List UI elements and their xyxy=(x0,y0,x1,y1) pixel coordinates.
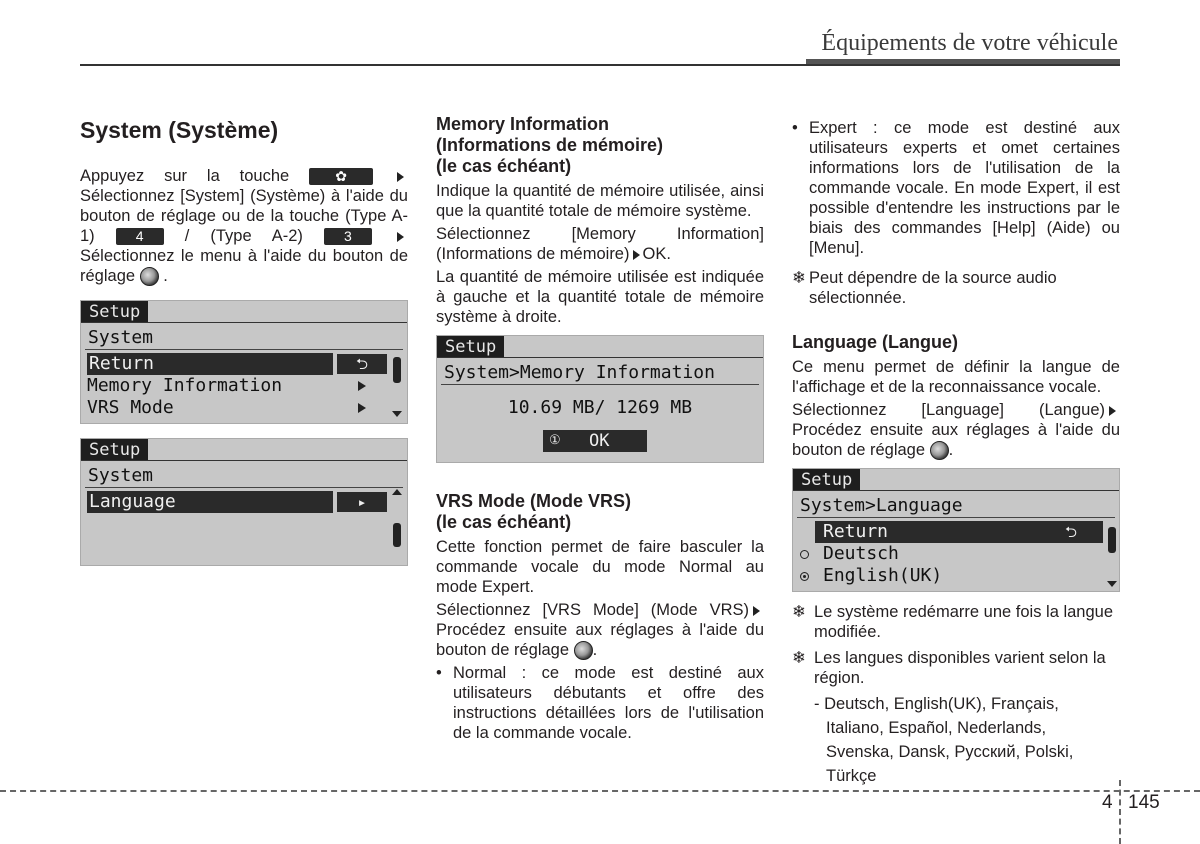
screen-tab-line xyxy=(437,357,763,358)
list-item xyxy=(436,663,764,743)
tune-knob-icon xyxy=(930,441,949,460)
screen-system-menu-1 xyxy=(80,300,408,424)
arrow-right-icon xyxy=(1109,406,1116,416)
screen-path-line xyxy=(441,384,759,385)
vrs-paragraph-2 xyxy=(436,600,764,660)
list-item xyxy=(792,118,1120,258)
intro-type-a2-text: / (Type A-2) xyxy=(184,227,303,245)
language-list-line-2: Italiano, Español, Nederlands, xyxy=(826,719,1047,738)
scrollbar[interactable] xyxy=(392,355,402,419)
scroll-down-icon xyxy=(392,411,402,417)
ok-label: OK xyxy=(589,431,610,451)
note-audio-source xyxy=(792,268,1120,308)
chevron-right-icon xyxy=(358,403,366,413)
screen-tab-line xyxy=(81,322,407,323)
scrollbar-thumb[interactable] xyxy=(393,357,401,383)
memory-info-select-text: Sélectionnez [Memory Information] (Informations de mémoire) xyxy=(436,225,764,263)
tune-knob-icon xyxy=(140,267,159,286)
ok-number-icon: ① xyxy=(549,433,561,448)
chevron-right-box-icon: ▸ xyxy=(337,492,387,512)
key-a1-button-icon: 4 xyxy=(116,228,164,245)
screen-system-menu-2 xyxy=(80,438,408,566)
vrs-paragraph-1: Cette fonction permet de faire basculer la commande vocale du mode Normal au mode Expert. xyxy=(436,538,764,596)
language-list xyxy=(792,692,1120,788)
intro-press-text: Appuyez sur la touche xyxy=(80,167,290,185)
vrs-title-line-1: VRS Mode (Mode VRS) xyxy=(436,491,632,511)
vrs-mode-list xyxy=(436,663,764,743)
column-2 xyxy=(436,114,764,753)
screen-tab-line xyxy=(793,490,1119,491)
setup-key-icon: ✿ xyxy=(309,168,373,185)
column-3 xyxy=(792,118,1120,788)
screen-path: System xyxy=(88,327,154,349)
screen-path-line xyxy=(85,349,403,350)
vrs-heading xyxy=(436,491,764,533)
language-list-line-4: Türkçe xyxy=(826,767,877,786)
memory-info-paragraph-2 xyxy=(436,224,764,264)
menu-item-return[interactable]: Return xyxy=(815,521,1103,543)
scroll-down-icon xyxy=(1107,581,1117,587)
note-1-text: Peut dépendre de la source audio sélectionnée. xyxy=(809,269,1057,307)
page-number: 145 xyxy=(1128,792,1160,813)
note-2-text: Le système redémarre une fois la langue modifiée. xyxy=(814,603,1113,642)
bullet-expert-text: Expert : ce mode est destiné aux utilisateurs experts et omet certaines informations lors de l'utilisation de la commande vocale. En mode Expert, il est possible d'entendre les instructions par le biais des commandes [Help] (Aide) ou [Menu]. xyxy=(809,119,1120,257)
key-a2-button-icon: 3 xyxy=(324,228,372,245)
memory-info-paragraph-3: La quantité de mémoire utilisée est indiquée à gauche et la quantité totale de mémoire système à droite. xyxy=(436,268,764,326)
asterisk-note-icon: ❄ xyxy=(792,603,806,622)
language-list-line-1: - Deutsch, English(UK), Français, xyxy=(814,695,1059,714)
vrs-mode-list-continued xyxy=(792,118,1120,258)
screen-path-line xyxy=(85,487,403,488)
column-1 xyxy=(80,114,408,566)
arrow-right-icon xyxy=(397,172,404,182)
scrollbar[interactable] xyxy=(1107,525,1117,585)
screen-path: System xyxy=(88,465,154,487)
language-period: . xyxy=(948,441,954,459)
vrs-adjust-text: Procédez ensuite aux réglages à l'aide du bouton de réglage xyxy=(436,621,764,659)
screen-path: System>Language xyxy=(800,495,963,517)
bullet-normal-text: Normal : ce mode est destiné aux utilisateurs débutants et offre des instructions détaillées lors de l'utilisation de la commande vocale. xyxy=(453,664,764,743)
note-restart xyxy=(792,602,1120,642)
language-list-line-3: Svenska, Dansk, Русский, Polski, xyxy=(826,743,1074,762)
intro-paragraph xyxy=(80,166,408,286)
menu-item-english-uk[interactable]: English(UK) xyxy=(823,565,943,587)
intro-period: . xyxy=(163,267,168,285)
menu-item-vrs-mode[interactable]: VRS Mode xyxy=(87,397,174,419)
memory-info-ok-text: OK. xyxy=(642,245,671,263)
language-select-text: Sélectionnez [Language] (Langue) xyxy=(792,401,1105,419)
header-rule xyxy=(80,64,1120,66)
running-header: Équipements de votre véhicule xyxy=(821,30,1118,56)
note-3-text: Les langues disponibles varient selon la région. xyxy=(814,649,1106,688)
return-icon: ⮌ xyxy=(337,354,387,374)
screen-language xyxy=(792,468,1120,592)
memory-info-title-line-2: (Informations de mémoire) xyxy=(436,135,664,155)
radio-off-icon xyxy=(800,550,809,559)
scrollbar[interactable] xyxy=(392,497,402,549)
menu-item-memory-information[interactable]: Memory Information xyxy=(87,375,283,397)
screen-tab: Setup xyxy=(437,336,504,358)
screen-memory-information xyxy=(436,335,764,463)
arrow-right-icon xyxy=(633,250,640,260)
memory-info-title-line-1: Memory Information xyxy=(436,114,610,134)
chevron-right-icon xyxy=(358,381,366,391)
asterisk-note-icon: ❄ xyxy=(792,649,806,668)
screen-path-line xyxy=(797,517,1115,518)
tune-knob-icon xyxy=(574,641,593,660)
scrollbar-thumb[interactable] xyxy=(393,523,401,547)
section-title: System (Système) xyxy=(80,117,279,143)
screen-path: System>Memory Information xyxy=(444,362,715,383)
bullet-icon: • xyxy=(792,119,798,137)
menu-item-language[interactable]: Language xyxy=(87,491,333,513)
memory-info-heading xyxy=(436,114,764,177)
vrs-title-line-2: (le cas échéant) xyxy=(436,512,572,532)
intro-menu-text: Sélectionnez le menu à l'aide du bouton de réglage xyxy=(80,247,408,285)
memory-info-title-line-3: (le cas échéant) xyxy=(436,156,572,176)
chapter-number: 4 xyxy=(1102,792,1113,813)
vrs-period: . xyxy=(592,641,598,659)
screen-tab: Setup xyxy=(81,439,148,461)
note-languages xyxy=(792,648,1120,688)
arrow-right-icon xyxy=(753,606,760,616)
language-adjust-text: Procédez ensuite aux réglages à l'aide du bouton de réglage xyxy=(792,421,1120,459)
return-icon: ⮌ xyxy=(1065,523,1078,542)
screen-tab-line xyxy=(81,460,407,461)
memory-usage-value: 10.69 MB/ 1269 MB xyxy=(507,397,693,418)
vrs-select-text: Sélectionnez [VRS Mode] (Mode VRS) xyxy=(436,601,749,619)
footer-vertical-rule xyxy=(1119,780,1121,844)
intro-select-text: Sélectionnez [System] (Système) à l'aide du bouton de réglage ou de la touche (Type A-1) xyxy=(80,187,408,245)
menu-item-return[interactable]: Return xyxy=(87,353,333,375)
language-paragraph-2 xyxy=(792,400,1120,460)
footer-dashed-rule xyxy=(0,790,1200,792)
language-heading: Language (Langue) xyxy=(792,332,958,352)
arrow-right-icon xyxy=(397,232,404,242)
menu-item-deutsch[interactable]: Deutsch xyxy=(823,543,899,565)
memory-info-paragraph-1: Indique la quantité de mémoire utilisée, ainsi que la quantité totale de mémoire système. xyxy=(436,182,764,220)
asterisk-note-icon: ❄ xyxy=(792,269,806,287)
radio-on-icon xyxy=(800,572,809,581)
scroll-up-icon xyxy=(392,489,402,495)
screen-tab: Setup xyxy=(793,469,860,491)
ok-button[interactable] xyxy=(543,430,647,452)
screen-tab: Setup xyxy=(81,301,148,323)
scrollbar-thumb[interactable] xyxy=(1108,527,1116,553)
language-paragraph-1: Ce menu permet de définir la langue de l'affichage et de la reconnaissance vocale. xyxy=(792,358,1120,396)
bullet-icon: • xyxy=(436,664,442,683)
